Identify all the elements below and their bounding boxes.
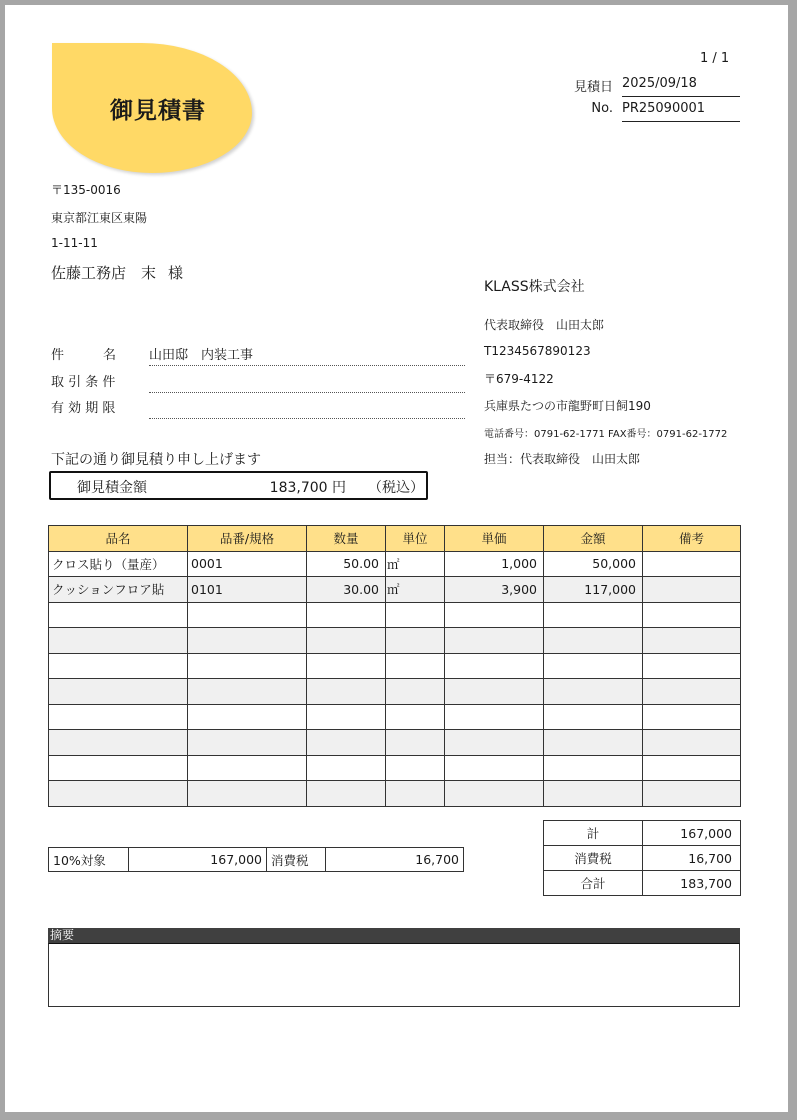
cell-item-name [49,755,188,781]
tax-rate-label: 10%対象 [49,848,129,872]
table-row [49,577,741,603]
document-title: 御見積書 [110,98,206,124]
cell-quantity [307,679,386,705]
estimate-number-row [565,98,740,122]
consumption-tax-row [544,846,741,871]
field-subject-label: 件 名 [51,348,117,363]
company-postal: 〒679-4122 [484,372,554,386]
grand-total-row [544,871,741,896]
cell-unit [386,730,445,756]
customer-postal: 〒135-0016 [51,183,121,197]
cell-item-name [49,628,188,654]
cell-item-name [49,781,188,807]
consumption-tax-label: 消費税 [544,846,643,871]
cell-item-code: 0001 [188,551,307,577]
estimate-number-label: No. [591,101,613,116]
estimate-date-value: 2025/09/18 [622,76,697,91]
field-validity-dotted-line [149,418,465,419]
cell-unit-price: 1,000 [445,551,544,577]
cell-remarks [643,730,741,756]
cell-quantity [307,755,386,781]
estimate-page [5,5,788,1112]
cell-unit [386,602,445,628]
subtotal-label: 計 [544,821,643,846]
items-header-row [49,526,741,552]
table-row [49,602,741,628]
company-registration: T1234567890123 [484,344,591,358]
cell-amount: 117,000 [544,577,643,603]
cell-item-name: クッションフロア貼 [49,577,188,603]
items-table [48,525,741,807]
cell-item-code [188,602,307,628]
cell-item-code [188,628,307,654]
cell-remarks [643,653,741,679]
memo-header: 摘要 [48,928,740,943]
cell-quantity [307,653,386,679]
grand-total-label: 合計 [544,871,643,896]
header-remarks: 備考 [643,526,741,552]
customer-honorific: 様 [168,264,184,282]
cell-item-name [49,730,188,756]
cell-unit: ㎡ [386,551,445,577]
estimate-date-underline [622,96,740,97]
memo-content [48,943,740,1007]
cell-item-name [49,602,188,628]
estimate-date-row [565,73,740,97]
cell-item-code [188,781,307,807]
field-validity-label: 有 効 期 限 [51,401,116,416]
cell-amount [544,628,643,654]
cell-unit [386,755,445,781]
estimate-total-tax-note: （税込） [368,480,424,496]
table-row [49,730,741,756]
subtotal-row [544,821,741,846]
header-item-code: 品番/規格 [188,526,307,552]
company-name: KLASS株式会社 [484,279,585,295]
cell-remarks [643,755,741,781]
company-person-in-charge: 担当：代表取締役 山田太郎 [484,452,641,466]
cell-amount [544,755,643,781]
tax-summary-row [49,848,464,872]
cell-remarks [643,577,741,603]
cell-unit [386,653,445,679]
cell-item-code [188,755,307,781]
table-row [49,653,741,679]
cell-item-name [49,704,188,730]
cell-amount [544,679,643,705]
cell-unit-price [445,755,544,781]
cell-remarks [643,602,741,628]
estimate-number-underline [622,121,740,122]
cell-quantity: 50.00 [307,551,386,577]
header-quantity: 数量 [307,526,386,552]
cell-unit-price [445,781,544,807]
cell-unit-price [445,730,544,756]
table-row [49,704,741,730]
cell-unit: ㎡ [386,577,445,603]
table-row [49,628,741,654]
table-row [49,781,741,807]
company-contact: 電話番号：0791-62-1771 FAX番号：0791-62-1772 [484,429,728,440]
cell-unit [386,679,445,705]
cell-quantity [307,781,386,807]
field-terms-dotted-line [149,392,465,393]
header-unit-price: 単価 [445,526,544,552]
cell-remarks [643,704,741,730]
cell-quantity [307,628,386,654]
cell-amount [544,730,643,756]
cell-unit [386,704,445,730]
cell-remarks [643,781,741,807]
taxable-amount: 167,000 [129,848,267,872]
cell-quantity [307,704,386,730]
field-terms-label: 取 引 条 件 [51,375,116,390]
customer-address1: 東京都江東区東陽 [51,211,148,225]
header-unit: 単位 [386,526,445,552]
cell-unit-price: 3,900 [445,577,544,603]
cell-item-code [188,653,307,679]
cell-unit-price [445,628,544,654]
cell-unit-price [445,602,544,628]
cell-remarks [643,679,741,705]
cell-item-name [49,679,188,705]
cell-remarks [643,628,741,654]
estimate-total-box [49,471,428,500]
cell-amount: 50,000 [544,551,643,577]
cell-remarks [643,551,741,577]
estimate-number-value: PR25090001 [622,101,706,116]
estimate-date-label: 見積日 [573,80,613,95]
field-validity [51,394,465,419]
table-row [49,755,741,781]
tax-amount: 16,700 [326,848,464,872]
cell-quantity [307,602,386,628]
header-item-name: 品名 [49,526,188,552]
estimate-total-amount: 183,700 円 [269,480,346,496]
cell-unit [386,781,445,807]
cell-quantity: 30.00 [307,577,386,603]
cell-unit-price [445,653,544,679]
cell-amount [544,704,643,730]
cell-item-name [49,653,188,679]
cell-quantity [307,730,386,756]
customer-name: 佐藤工務店 末 [51,264,157,282]
field-subject [51,341,465,366]
intro-text: 下記の通り御見積り申し上げます [51,452,261,468]
tax-summary-table [48,847,464,872]
cell-amount [544,781,643,807]
consumption-tax-value: 16,700 [643,846,741,871]
cell-item-code [188,704,307,730]
header-amount: 金額 [544,526,643,552]
tax-label: 消費税 [267,848,326,872]
subtotal-value: 167,000 [643,821,741,846]
customer-address2: 1-11-11 [51,236,98,250]
table-row [49,679,741,705]
cell-item-code: 0101 [188,577,307,603]
cell-item-code [188,679,307,705]
cell-item-name: クロス貼り（量産） [49,551,188,577]
company-address: 兵庫県たつの市龍野町日飼190 [484,399,651,413]
field-subject-dotted-line [149,365,465,366]
company-representative: 代表取締役 山田太郎 [484,318,605,332]
cell-unit [386,628,445,654]
cell-amount [544,602,643,628]
customer-name-line [51,262,183,283]
cell-unit-price [445,704,544,730]
totals-table [543,820,741,896]
estimate-total-label: 御見積金額 [77,480,147,496]
page-indicator: 1 / 1 [700,51,730,66]
cell-amount [544,653,643,679]
field-subject-value: 山田邸 内装工事 [149,348,254,363]
cell-unit-price [445,679,544,705]
field-terms [51,368,465,393]
grand-total-value: 183,700 [643,871,741,896]
table-row [49,551,741,577]
cell-item-code [188,730,307,756]
